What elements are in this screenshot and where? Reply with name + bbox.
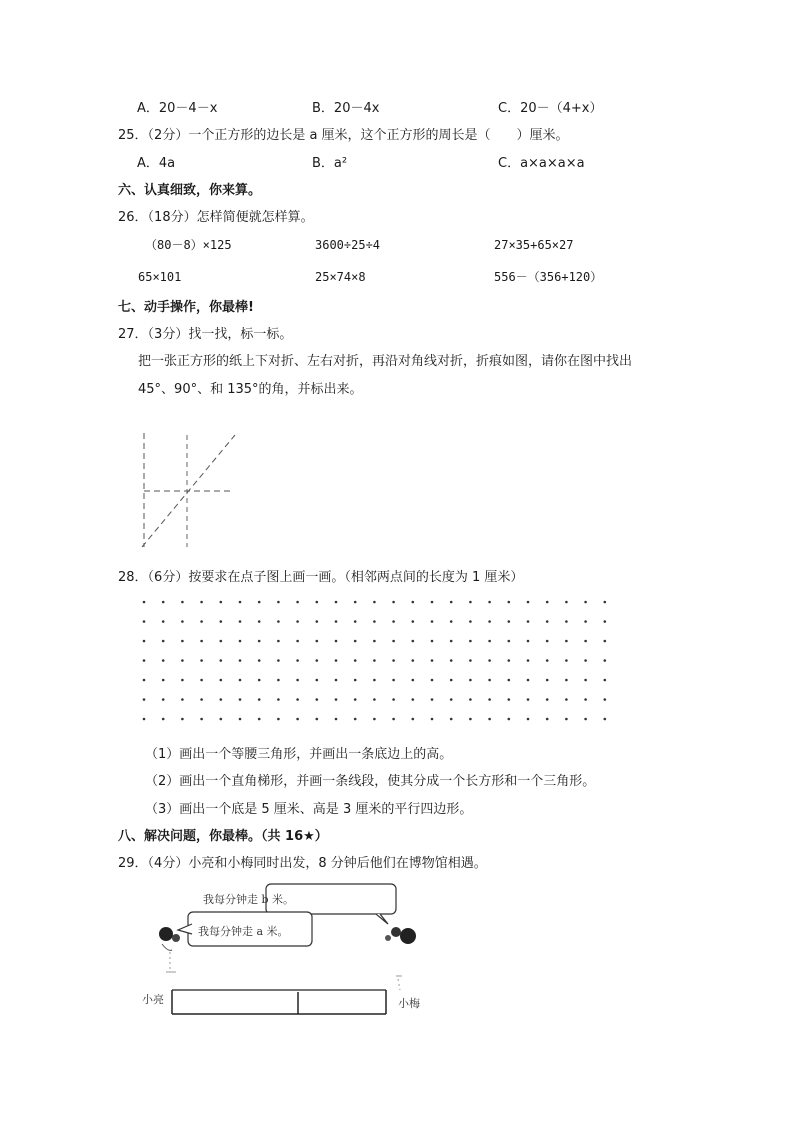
q26-expression-2: 3600÷25÷4 <box>315 238 381 252</box>
grid-dot <box>354 698 357 701</box>
q25-option-c: C．a×a×a×a <box>498 156 585 171</box>
grid-dot <box>143 601 146 604</box>
grid-dot <box>584 718 587 721</box>
grid-dot <box>373 659 376 662</box>
grid-dot <box>584 620 587 623</box>
grid-dot <box>604 620 607 623</box>
q24-option-b: B．20－4x <box>312 101 380 116</box>
grid-dot <box>354 620 357 623</box>
grid-dot <box>296 659 299 662</box>
q27-text-line-1: 把一张正方形的纸上下对折、左右对折，再沿对角线对折，折痕如图，请你在图中找出 <box>138 354 633 369</box>
q28-item-1: （1）画出一个等腰三角形，并画出一条底边上的高。 <box>145 747 453 762</box>
grid-dot <box>373 620 376 623</box>
grid-dot <box>277 601 280 604</box>
grid-dot <box>565 718 568 721</box>
grid-dot <box>431 718 434 721</box>
name-xiaomei: 小梅 <box>398 997 420 1010</box>
q26-expression-3: 27×35+65×27 <box>494 238 574 252</box>
grid-dot <box>316 601 319 604</box>
grid-dot <box>527 640 530 643</box>
q27-text-line-2: 45°、90°、和 135°的角，并标出来。 <box>138 382 363 397</box>
grid-dot <box>316 620 319 623</box>
grid-dot <box>604 679 607 682</box>
grid-dot <box>239 698 242 701</box>
grid-dot <box>469 679 472 682</box>
xiaomei-figure-icon <box>385 927 416 990</box>
grid-dot <box>373 601 376 604</box>
grid-dot <box>546 601 549 604</box>
q24-option-c: C．20－（4+x） <box>498 101 603 116</box>
grid-dot <box>335 659 338 662</box>
grid-dot <box>508 659 511 662</box>
grid-dot <box>162 659 165 662</box>
grid-dot <box>335 698 338 701</box>
grid-dot <box>354 718 357 721</box>
grid-dot <box>162 698 165 701</box>
grid-dot <box>469 640 472 643</box>
grid-dot <box>565 698 568 701</box>
grid-dot <box>469 620 472 623</box>
grid-dot <box>469 601 472 604</box>
grid-dot <box>508 718 511 721</box>
grid-dot <box>258 601 261 604</box>
q28-item-2: （2）画出一个直角梯形，并画一条线段，使其分成一个长方形和一个三角形。 <box>145 774 596 789</box>
grid-dot <box>546 679 549 682</box>
grid-dot <box>527 718 530 721</box>
grid-dot <box>546 718 549 721</box>
q25-option-a: A．4a <box>137 156 176 171</box>
grid-dot <box>354 659 357 662</box>
grid-dot <box>373 640 376 643</box>
grid-dot <box>431 601 434 604</box>
q26-stem: 26．（18分）怎样简便就怎样算。 <box>118 210 314 225</box>
q26-expression-6: 556－（356+120） <box>494 270 603 284</box>
grid-dot <box>565 659 568 662</box>
grid-dot <box>181 679 184 682</box>
grid-dot <box>546 698 549 701</box>
grid-dot <box>508 698 511 701</box>
grid-dot <box>508 679 511 682</box>
grid-dot <box>200 601 203 604</box>
grid-dot <box>143 640 146 643</box>
grid-dot <box>143 620 146 623</box>
grid-dot <box>181 601 184 604</box>
grid-dot <box>392 601 395 604</box>
grid-dot <box>527 679 530 682</box>
grid-dot <box>392 659 395 662</box>
grid-dot <box>584 640 587 643</box>
grid-dot <box>162 640 165 643</box>
grid-dot <box>450 679 453 682</box>
grid-dot <box>488 601 491 604</box>
grid-dot <box>546 659 549 662</box>
grid-dot <box>488 679 491 682</box>
grid-dot <box>488 659 491 662</box>
grid-dot <box>162 679 165 682</box>
speech-bubble-right-text: 我每分钟走 b 米。 <box>203 893 295 906</box>
grid-dot <box>335 718 338 721</box>
grid-dot <box>239 718 242 721</box>
grid-dot <box>354 601 357 604</box>
grid-dot <box>162 718 165 721</box>
grid-dot <box>527 601 530 604</box>
q25-option-b: B．a² <box>312 156 348 171</box>
grid-dot <box>239 640 242 643</box>
grid-dot <box>200 679 203 682</box>
section-8-heading: 八、解决问题，你最棒。（共 16★） <box>118 829 328 844</box>
grid-dot <box>373 679 376 682</box>
grid-dot <box>604 718 607 721</box>
grid-dot <box>527 659 530 662</box>
grid-dot <box>431 698 434 701</box>
grid-dot <box>508 601 511 604</box>
grid-dot <box>450 640 453 643</box>
q26-expression-5: 25×74×8 <box>315 270 366 284</box>
grid-dot <box>354 640 357 643</box>
grid-dot <box>239 659 242 662</box>
grid-dot <box>296 679 299 682</box>
grid-dot <box>412 620 415 623</box>
grid-dot <box>488 640 491 643</box>
grid-dot <box>335 601 338 604</box>
grid-dot <box>258 718 261 721</box>
q25-stem: 25．（2分）一个正方形的边长是 a 厘米，这个正方形的周长是（ ）厘米。 <box>118 128 569 143</box>
grid-dot <box>584 659 587 662</box>
grid-dot <box>527 698 530 701</box>
grid-dot <box>450 620 453 623</box>
grid-dot <box>277 659 280 662</box>
grid-dot <box>239 601 242 604</box>
grid-dot <box>200 698 203 701</box>
grid-dot <box>469 698 472 701</box>
grid-dot <box>431 679 434 682</box>
grid-dot <box>546 620 549 623</box>
grid-dot <box>584 601 587 604</box>
grid-dot <box>584 698 587 701</box>
grid-dot <box>296 698 299 701</box>
grid-dot <box>450 698 453 701</box>
grid-dot <box>450 601 453 604</box>
grid-dot <box>604 659 607 662</box>
grid-dot <box>488 718 491 721</box>
grid-dot <box>239 679 242 682</box>
grid-dot <box>488 698 491 701</box>
grid-dot <box>412 640 415 643</box>
q26-expression-1: （80－8）×125 <box>145 238 232 252</box>
grid-dot <box>335 620 338 623</box>
grid-dot <box>392 718 395 721</box>
q28-stem: 28．（6分）按要求在点子图上画一画。（相邻两点间的长度为 1 厘米） <box>118 570 524 585</box>
grid-dot <box>565 620 568 623</box>
xiaoliang-figure-icon <box>159 927 180 972</box>
grid-dot <box>604 640 607 643</box>
grid-dot <box>565 640 568 643</box>
grid-dot <box>431 620 434 623</box>
grid-dot <box>143 718 146 721</box>
q27-stem: 27．（3分）找一找，标一标。 <box>118 327 293 342</box>
grid-dot <box>258 620 261 623</box>
grid-dot <box>508 640 511 643</box>
grid-dot <box>296 640 299 643</box>
grid-dot <box>220 601 223 604</box>
grid-dot <box>162 620 165 623</box>
grid-dot <box>277 679 280 682</box>
grid-dot <box>316 640 319 643</box>
grid-dot <box>220 718 223 721</box>
grid-dot <box>412 718 415 721</box>
grid-dot <box>258 640 261 643</box>
grid-dot <box>200 640 203 643</box>
grid-dot <box>277 640 280 643</box>
grid-dot <box>277 620 280 623</box>
grid-dot <box>181 659 184 662</box>
grid-dot <box>604 698 607 701</box>
grid-dot <box>316 718 319 721</box>
grid-dot <box>508 620 511 623</box>
grid-dot <box>258 659 261 662</box>
grid-dot <box>412 679 415 682</box>
grid-dot <box>431 659 434 662</box>
grid-dot <box>392 640 395 643</box>
grid-dot <box>488 620 491 623</box>
grid-dot <box>316 698 319 701</box>
grid-dot <box>277 718 280 721</box>
grid-dot <box>220 659 223 662</box>
grid-dot <box>316 659 319 662</box>
grid-dot <box>335 679 338 682</box>
grid-dot <box>143 679 146 682</box>
grid-dot <box>181 620 184 623</box>
grid-dot <box>431 640 434 643</box>
grid-dot <box>335 640 338 643</box>
q26-expression-4: 65×101 <box>138 270 182 284</box>
section-6-heading: 六、认真细致，你来算。 <box>118 183 262 198</box>
grid-dot <box>469 659 472 662</box>
grid-dot <box>412 698 415 701</box>
grid-dot <box>450 659 453 662</box>
grid-dot <box>181 698 184 701</box>
grid-dot <box>220 698 223 701</box>
grid-dot <box>392 620 395 623</box>
grid-dot <box>546 640 549 643</box>
grid-dot <box>565 601 568 604</box>
fold-crease-diagram <box>135 425 245 555</box>
grid-dot <box>296 620 299 623</box>
name-xiaoliang: 小亮 <box>142 993 164 1006</box>
grid-dot <box>584 679 587 682</box>
q29-stem: 29．（4分）小亮和小梅同时出发，8 分钟后他们在博物馆相遇。 <box>118 856 487 871</box>
section-7-heading: 七、动手操作，你最棒! <box>118 300 254 315</box>
grid-dot <box>181 718 184 721</box>
grid-dot <box>373 698 376 701</box>
grid-dot <box>220 640 223 643</box>
grid-dot <box>258 679 261 682</box>
grid-dot <box>200 718 203 721</box>
grid-dot <box>258 698 261 701</box>
grid-dot <box>469 718 472 721</box>
grid-dot <box>296 601 299 604</box>
grid-dot <box>143 659 146 662</box>
grid-dot <box>412 601 415 604</box>
grid-dot <box>181 640 184 643</box>
dot-grid <box>138 596 608 728</box>
grid-dot <box>412 659 415 662</box>
grid-dot <box>604 601 607 604</box>
grid-dot <box>392 698 395 701</box>
grid-dot <box>373 718 376 721</box>
grid-dot <box>200 620 203 623</box>
grid-dot <box>220 679 223 682</box>
grid-dot <box>200 659 203 662</box>
grid-dot <box>239 620 242 623</box>
grid-dot <box>565 679 568 682</box>
grid-dot <box>354 679 357 682</box>
grid-dot <box>296 718 299 721</box>
grid-dot <box>450 718 453 721</box>
q24-option-a: A．20－4－x <box>137 101 218 116</box>
grid-dot <box>277 698 280 701</box>
grid-dot <box>527 620 530 623</box>
speech-bubble-left-text: 我每分钟走 a 米。 <box>198 925 289 938</box>
q28-item-3: （3）画出一个底是 5 厘米、高是 3 厘米的平行四边形。 <box>145 802 473 817</box>
grid-dot <box>220 620 223 623</box>
grid-dot <box>162 601 165 604</box>
grid-dot <box>143 698 146 701</box>
grid-dot <box>392 679 395 682</box>
grid-dot <box>316 679 319 682</box>
